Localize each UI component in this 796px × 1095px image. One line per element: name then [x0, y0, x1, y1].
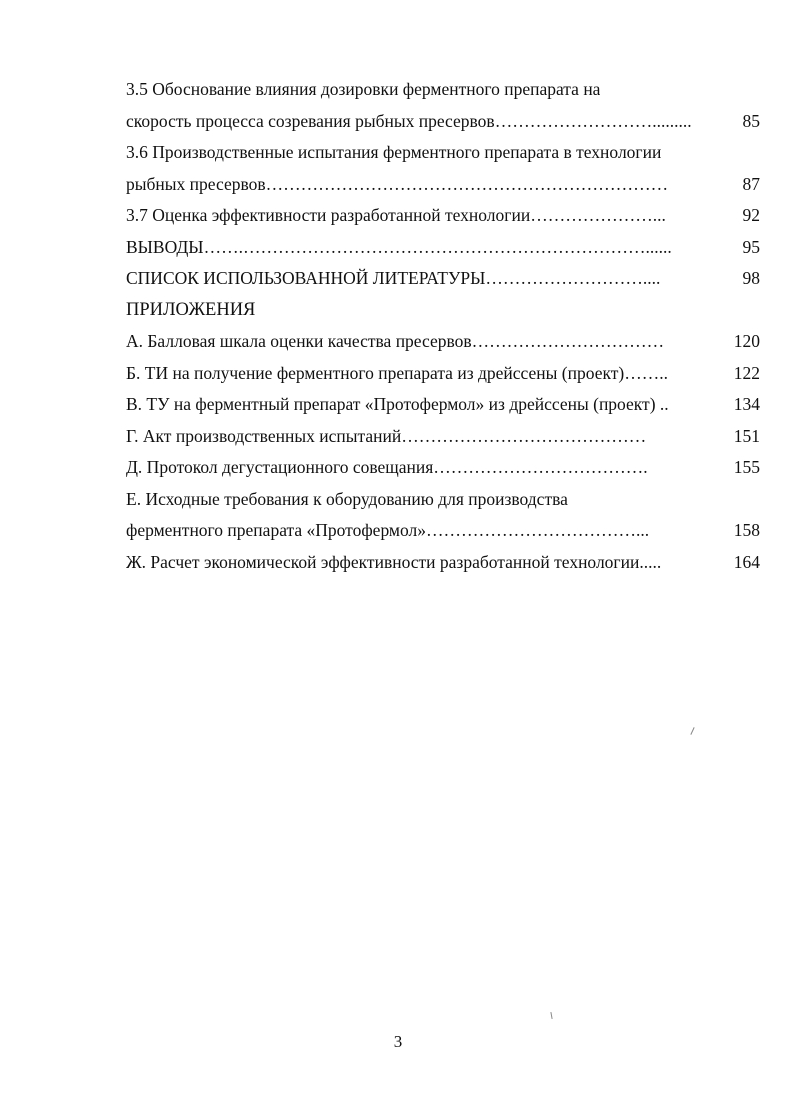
toc-page-number: 87: [742, 173, 760, 194]
toc-page-number: 151: [733, 425, 760, 446]
toc-entry-text: 3.5 Обоснование влияния дозировки ферментного препарата на: [126, 79, 601, 99]
toc-line: [126, 169, 760, 201]
toc-line: [126, 484, 760, 516]
toc-page-number: 95: [742, 236, 760, 257]
toc-entry-text: Е. Исходные требования к оборудованию для производства: [126, 488, 568, 509]
toc-entry-text: ферментного препарата «Протофермол»………………………………...: [126, 520, 650, 540]
table-of-contents: [126, 74, 760, 578]
toc-line: [126, 74, 760, 106]
toc-page-number: 85: [742, 110, 760, 131]
toc-entry-text: Д. Протокол дегустационного совещания……………………………….: [126, 457, 648, 477]
toc-entry-text: СПИСОК ИСПОЛЬЗОВАННОЙ ЛИТЕРАТУРЫ………………………....: [126, 268, 661, 288]
toc-line: [126, 106, 760, 138]
toc-line: [126, 547, 760, 579]
toc-entry-text: Ж. Расчет экономической эффективности разработанной технологии.....: [126, 551, 662, 572]
toc-section-heading: [126, 295, 760, 327]
toc-line: [126, 452, 760, 484]
toc-entry-text: рыбных пресервов……………………………………………………………: [126, 173, 669, 194]
toc-line: [126, 137, 760, 169]
toc-page-number: 98: [742, 268, 760, 288]
toc-entry-text: ВЫВОДЫ…….……………………………………………………………......: [126, 236, 672, 257]
toc-page-number: 155: [733, 457, 760, 477]
toc-entry-text: 3.6 Производственные испытания ферментного препарата в технологии: [126, 142, 662, 162]
scan-speck: [550, 1012, 552, 1019]
toc-entry-text: В. ТУ на ферментный препарат «Протофермол» из дрейссены (проект) ..: [126, 394, 669, 414]
toc-page-number: 92: [742, 205, 760, 225]
toc-page-number: 120: [733, 331, 760, 351]
toc-page-number: 122: [733, 362, 760, 383]
toc-entry-text: А. Балловая шкала оценки качества пресервов……………………………: [126, 331, 665, 351]
scan-speck: [690, 727, 694, 735]
toc-line: [126, 263, 760, 295]
toc-line: [126, 200, 760, 232]
toc-line: [126, 232, 760, 264]
toc-line: [126, 515, 760, 547]
toc-entry-text: скорость процесса созревания рыбных пресервов……………………….........: [126, 110, 692, 131]
toc-line: [126, 358, 760, 390]
page-number: 3: [393, 1032, 403, 1051]
toc-line: [126, 326, 760, 358]
toc-entry-text: Г. Акт производственных испытаний……………………………………: [126, 425, 647, 446]
toc-line: [126, 421, 760, 453]
toc-entry-text: ПРИЛОЖЕНИЯ: [126, 299, 256, 320]
toc-page-number: 134: [733, 394, 760, 414]
toc-page-number: 158: [733, 520, 760, 540]
toc-entry-text: 3.7 Оценка эффективности разработанной технологии…………………...: [126, 205, 666, 225]
toc-line: [126, 389, 760, 421]
toc-page-number: 164: [733, 551, 760, 572]
toc-entry-text: Б. ТИ на получение ферментного препарата из дрейссены (проект)……..: [126, 362, 668, 383]
